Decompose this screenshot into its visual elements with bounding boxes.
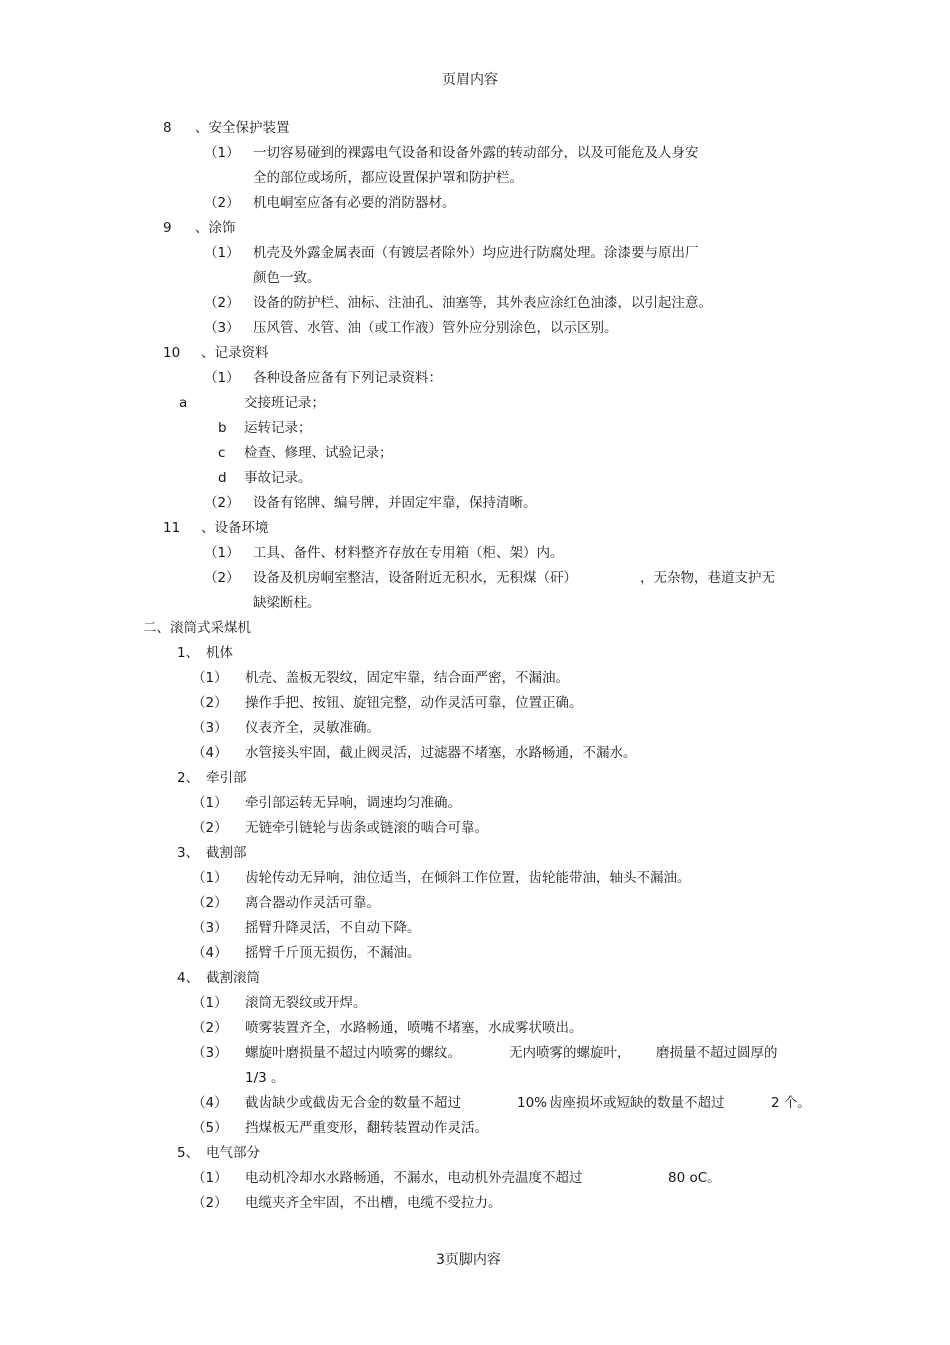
- item-number: （2）: [192, 820, 228, 836]
- item-number: （3）: [192, 920, 228, 936]
- item-text-segment: 无内喷雾的螺旋叶，: [509, 1045, 631, 1061]
- section-number: 11: [163, 520, 181, 536]
- chapter-number: 4、: [177, 970, 200, 986]
- item-text: 仪表齐全，灵敏准确。: [245, 720, 380, 736]
- item-text: 挡煤板无严重变形，翻转装置动作灵活。: [245, 1120, 488, 1136]
- section-number: 9: [163, 220, 172, 236]
- item-text: 设备的防护栏、油标、注油孔、油塞等，其外表应涂红色油漆，以引起注意。: [253, 295, 712, 311]
- item-number: （1）: [192, 870, 228, 886]
- item-number: （2）: [192, 1020, 228, 1036]
- item-text: 喷雾装置齐全，水路畅通，喷嘴不堵塞，水成雾状喷出。: [245, 1020, 583, 1036]
- item-number: （2）: [192, 1195, 228, 1211]
- item-number: （1）: [204, 545, 240, 561]
- item-number: （1）: [192, 670, 228, 686]
- chapter-title: 截割滚筒: [206, 970, 260, 986]
- item-text-segment: 齿座损坏或短缺的数量不超过: [549, 1095, 725, 1111]
- item-text: 操作手把、按钮、旋钮完整，动作灵活可靠，位置正确。: [245, 695, 583, 711]
- item-text: 一切容易碰到的裸露电气设备和设备外露的转动部分，以及可能危及人身安: [253, 145, 699, 161]
- item-number: （3）: [192, 720, 228, 736]
- item-text: 离合器动作灵活可靠。: [245, 895, 380, 911]
- item-text: 电动机冷却水水路畅通，不漏水，电动机外壳温度不超过: [245, 1170, 583, 1186]
- item-text-segment: 磨损量不超过圆厚的: [656, 1045, 778, 1061]
- sub-item-label: a: [179, 395, 188, 411]
- item-number: （1）: [192, 1170, 228, 1186]
- item-number: （1）: [192, 995, 228, 1011]
- section-title: 、涂饰: [195, 220, 236, 236]
- chapter-number: 3、: [177, 845, 200, 861]
- item-text-segment: ，无杂物，巷道支护无: [640, 570, 775, 586]
- item-text-continued: 1/3 。: [245, 1070, 285, 1086]
- item-text-segment: 2 个。: [771, 1095, 811, 1111]
- section-title: 、设备环境: [201, 520, 269, 536]
- item-text: 电缆夹齐全牢固，不出槽，电缆不受拉力。: [245, 1195, 502, 1211]
- item-number: （2）: [204, 570, 240, 586]
- item-text: 设备有铭牌、编号牌，并固定牢靠，保持清晰。: [253, 495, 537, 511]
- sub-item-text: 运转记录；: [244, 420, 312, 436]
- sub-item-text: 检查、修理、试验记录；: [244, 445, 393, 461]
- item-text-continued: 缺梁断柱。: [253, 595, 321, 611]
- item-number: （2）: [204, 195, 240, 211]
- page-number: 3: [436, 1252, 445, 1268]
- item-number: （2）: [192, 695, 228, 711]
- part-heading: 二、滚筒式采煤机: [143, 620, 251, 636]
- item-text: 牵引部运转无异响，调速均匀准确。: [245, 795, 461, 811]
- item-text: 无链牵引链轮与齿条或链滚的啮合可靠。: [245, 820, 488, 836]
- section-title: 、安全保护装置: [195, 120, 290, 136]
- item-text: 截齿缺少或截齿无合金的数量不超过: [245, 1095, 461, 1111]
- item-text: 设备及机房峒室整洁，设备附近无积水，无积煤（矸）: [253, 570, 577, 586]
- chapter-number: 2、: [177, 770, 200, 786]
- chapter-number: 1、: [177, 645, 200, 661]
- item-text-segment: 80 oC。: [668, 1170, 721, 1186]
- sub-item-label: c: [218, 445, 226, 461]
- chapter-title: 机体: [206, 645, 233, 661]
- item-text: 机壳、盖板无裂纹，固定牢靠，结合面严密，不漏油。: [245, 670, 569, 686]
- sub-item-text: 交接班记录；: [244, 395, 325, 411]
- item-text: 摇臂升降灵活，不自动下降。: [245, 920, 421, 936]
- chapter-title: 牵引部: [206, 770, 247, 786]
- chapter-title: 电气部分: [206, 1145, 260, 1161]
- item-text: 各种设备应备有下列记录资料：: [253, 370, 442, 386]
- item-text: 摇臂千斤顶无损伤，不漏油。: [245, 945, 421, 961]
- section-number: 10: [163, 345, 181, 361]
- sub-item-label: b: [218, 420, 227, 436]
- item-number: （2）: [192, 895, 228, 911]
- item-text: 机壳及外露金属表面（有镀层者除外）均应进行防腐处理。涂漆要与原出厂: [253, 245, 699, 261]
- item-text: 滚筒无裂纹或开焊。: [245, 995, 367, 1011]
- chapter-title: 截割部: [206, 845, 247, 861]
- item-number: （4）: [192, 745, 228, 761]
- footer-text: 页脚内容: [444, 1252, 501, 1268]
- item-text-continued: 颜色一致。: [253, 270, 321, 286]
- section-title: 、记录资料: [201, 345, 269, 361]
- section-number: 8: [163, 120, 172, 136]
- item-number: （1）: [192, 795, 228, 811]
- chapter-number: 5、: [177, 1145, 200, 1161]
- item-text: 机电峒室应备有必要的消防器材。: [253, 195, 456, 211]
- item-number: （4）: [192, 1095, 228, 1111]
- page-header: 页眉内容: [442, 72, 498, 88]
- item-number: （3）: [204, 320, 240, 336]
- item-number: （1）: [204, 370, 240, 386]
- item-number: （2）: [204, 495, 240, 511]
- item-number: （3）: [192, 1045, 228, 1061]
- item-number: （5）: [192, 1120, 228, 1136]
- item-text: 水管接头牢固，截止阀灵活，过滤器不堵塞，水路畅通，不漏水。: [245, 745, 637, 761]
- item-text-continued: 全的部位或场所，都应设置保护罩和防护栏。: [253, 170, 523, 186]
- item-number: （2）: [204, 295, 240, 311]
- item-text-segment: 10%: [517, 1095, 548, 1111]
- sub-item-label: d: [218, 470, 227, 486]
- item-text: 齿轮传动无异响，油位适当，在倾斜工作位置，齿轮能带油，轴头不漏油。: [245, 870, 691, 886]
- item-text: 工具、备件、材料整齐存放在专用箱（柜、架）内。: [253, 545, 564, 561]
- item-number: （4）: [192, 945, 228, 961]
- page-footer: [436, 1251, 501, 1269]
- sub-item-text: 事故记录。: [244, 470, 312, 486]
- item-number: （1）: [204, 145, 240, 161]
- item-text: 压风管、水管、油（或工作液）管外应分别涂色，以示区别。: [253, 320, 618, 336]
- item-text: 螺旋叶磨损量不超过内喷雾的螺纹。: [245, 1045, 461, 1061]
- item-number: （1）: [204, 245, 240, 261]
